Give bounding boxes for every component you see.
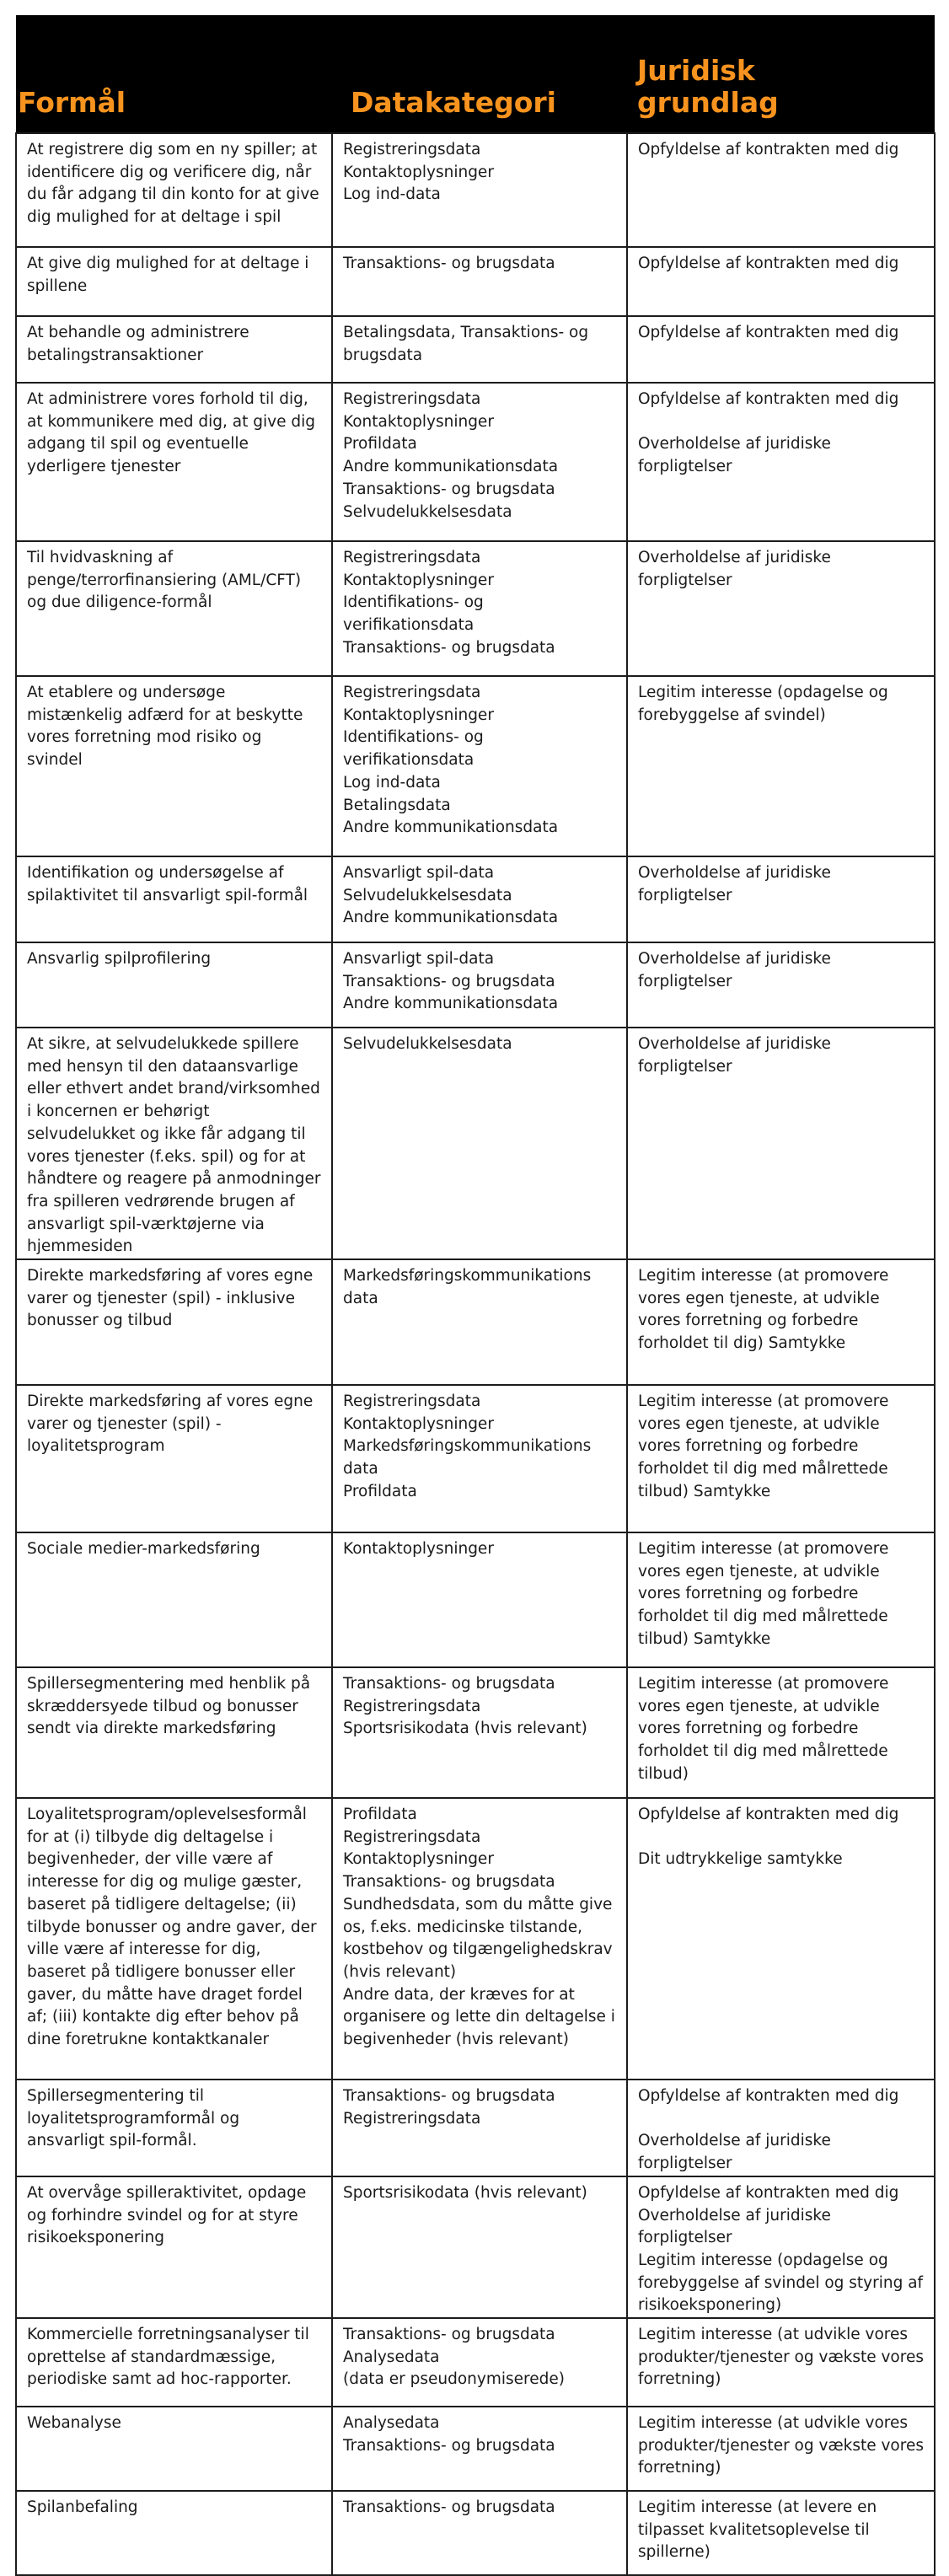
- table-row: [16, 383, 935, 541]
- legal-basis-cell: Overholdelse af juridiske forpligtelser: [627, 1028, 935, 1259]
- table-row: [16, 2407, 935, 2491]
- table-row: [16, 541, 935, 676]
- header-legal-basis: Juridisk grundlag: [627, 15, 935, 133]
- category-cell: Registreringsdata Kontaktoplysninger Log ind-data: [332, 133, 627, 247]
- table-row: [16, 1532, 935, 1667]
- purpose-cell: Spillersegmentering med henblik på skræddersyede tilbud og bonusser sendt via direkte markedsføring: [16, 1667, 332, 1798]
- legal-basis-cell: Opfyldelse af kontrakten med dig Overholdelse af juridiske forpligtelser: [627, 383, 935, 541]
- purpose-cell: Direkte markedsføring af vores egne varer og tjenester (spil) - loyalitetsprogram: [16, 1385, 332, 1532]
- table-row: [16, 1028, 935, 1259]
- legal-basis-cell: Opfyldelse af kontrakten med dig Overholdelse af juridiske forpligtelser Legitim interesse (opdagelse og forebyggelse af svindel og styring af risikoeksponering): [627, 2176, 935, 2318]
- purpose-cell: Webanalyse: [16, 2407, 332, 2491]
- category-cell: Markedsføringskommunikations data: [332, 1259, 627, 1385]
- table-row: [16, 1385, 935, 1532]
- category-cell: Registreringsdata Kontaktoplysninger Identifikations- og verifikationsdata Log ind-data Betalingsdata Andre kommunikationsdata: [332, 676, 627, 856]
- data-processing-table: [15, 15, 936, 2576]
- category-cell: Analysedata Transaktions- og brugsdata: [332, 2407, 627, 2491]
- legal-basis-cell: Legitim interesse (at levere en tilpasset kvalitetsoplevelse til spillerne): [627, 2491, 935, 2575]
- purpose-cell: Sociale medier-markedsføring: [16, 1532, 332, 1667]
- table-row: [16, 1667, 935, 1798]
- legal-basis-cell: Opfyldelse af kontrakten med dig Dit udtrykkelige samtykke: [627, 1798, 935, 2080]
- legal-basis-cell: Overholdelse af juridiske forpligtelser: [627, 942, 935, 1028]
- category-cell: Betalingsdata, Transaktions- og brugsdata: [332, 316, 627, 383]
- table-row: [16, 1798, 935, 2080]
- purpose-cell: Til hvidvaskning af penge/terrorfinansiering (AML/CFT) og due diligence-formål: [16, 541, 332, 676]
- table-row: [16, 316, 935, 383]
- category-cell: Transaktions- og brugsdata: [332, 247, 627, 316]
- table-row: [16, 856, 935, 942]
- category-cell: Sportsrisikodata (hvis relevant): [332, 2176, 627, 2318]
- purpose-cell: Identifikation og undersøgelse af spilaktivitet til ansvarligt spil-formål: [16, 856, 332, 942]
- category-cell: Selvudelukkelsesdata: [332, 1028, 627, 1259]
- legal-basis-cell: Legitim interesse (at udvikle vores produkter/tjenester og vækste vores forretning): [627, 2407, 935, 2491]
- legal-basis-cell: Legitim interesse (at promovere vores egen tjeneste, at udvikle vores forretning og forbedre forholdet til dig med målrettede tilbud) Samtykke: [627, 1385, 935, 1532]
- legal-basis-cell: Legitim interesse (opdagelse og forebyggelse af svindel): [627, 676, 935, 856]
- table-row: [16, 2080, 935, 2176]
- legal-basis-cell: Opfyldelse af kontrakten med dig Overholdelse af juridiske forpligtelser: [627, 2080, 935, 2176]
- legal-basis-cell: Legitim interesse (at udvikle vores produkter/tjenester og vækste vores forretning): [627, 2318, 935, 2407]
- header-purpose: Formål: [16, 15, 332, 133]
- purpose-cell: At etablere og undersøge mistænkelig adfærd for at beskytte vores forretning mod risiko og svindel: [16, 676, 332, 856]
- category-cell: Transaktions- og brugsdata Registreringsdata Sportsrisikodata (hvis relevant): [332, 1667, 627, 1798]
- table-header: [16, 15, 935, 133]
- table-row: [16, 133, 935, 247]
- table-row: [16, 2318, 935, 2407]
- table-row: [16, 1259, 935, 1385]
- purpose-cell: At registrere dig som en ny spiller; at identificere dig og verificere dig, når du får adgang til din konto for at give dig mulighed for at deltage i spil: [16, 133, 332, 247]
- legal-basis-cell: Opfyldelse af kontrakten med dig: [627, 247, 935, 316]
- category-cell: Ansvarligt spil-data Transaktions- og brugsdata Andre kommunikationsdata: [332, 942, 627, 1028]
- legal-basis-cell: Legitim interesse (at promovere vores egen tjeneste, at udvikle vores forretning og forbedre forholdet til dig med målrettede tilbud): [627, 1667, 935, 1798]
- category-cell: Registreringsdata Kontaktoplysninger Identifikations- og verifikationsdata Transaktions- og brugsdata: [332, 541, 627, 676]
- legal-basis-cell: Opfyldelse af kontrakten med dig: [627, 316, 935, 383]
- header-data-category: Datakategori: [332, 15, 627, 133]
- table-row: [16, 2176, 935, 2318]
- table-row: [16, 942, 935, 1028]
- legal-basis-cell: Legitim interesse (at promovere vores egen tjeneste, at udvikle vores forretning og forbedre forholdet til dig med målrettede tilbud) Samtykke: [627, 1532, 935, 1667]
- purpose-cell: Spillersegmentering til loyalitetsprogramformål og ansvarligt spil-formål.: [16, 2080, 332, 2176]
- category-cell: Profildata Registreringsdata Kontaktoplysninger Transaktions- og brugsdata Sundhedsdata, som du måtte give os, f.eks. medicinske tilstande, kostbehov og tilgængelighedskrav (hvis relevant) Andre data, der kræves for at organisere og lette din deltagelse i begivenheder (hvis relevant): [332, 1798, 627, 2080]
- category-cell: Kontaktoplysninger: [332, 1532, 627, 1667]
- purpose-cell: Ansvarlig spilprofilering: [16, 942, 332, 1028]
- purpose-cell: Loyalitetsprogram/oplevelsesformål for at (i) tilbyde dig deltagelse i begivenheder, der ville være af interesse for dig og mulige gæster, baseret på tidligere deltagelse; (ii) tilbyde bonusser og andre gaver, der ville være af interesse for dig, baseret på tidligere bonusser eller gaver, du måtte have draget fordel af; (iii) kontakte dig efter behov på dine foretrukne kontaktkanaler: [16, 1798, 332, 2080]
- data-processing-table-container: [15, 15, 934, 2576]
- category-cell: Registreringsdata Kontaktoplysninger Markedsføringskommunikations data Profildata: [332, 1385, 627, 1532]
- header-row: [16, 15, 935, 133]
- category-cell: Transaktions- og brugsdata Registreringsdata: [332, 2080, 627, 2176]
- table-body: [16, 133, 935, 2575]
- purpose-cell: At administrere vores forhold til dig, at kommunikere med dig, at give dig adgang til spil og eventuelle yderligere tjenester: [16, 383, 332, 541]
- purpose-cell: At overvåge spilleraktivitet, opdage og forhindre svindel og for at styre risikoeksponering: [16, 2176, 332, 2318]
- purpose-cell: At sikre, at selvudelukkede spillere med hensyn til den dataansvarlige eller ethvert andet brand/virksomhed i koncernen er behørigt selvudelukket og ikke får adgang til vores tjenester (f.eks. spil) og for at håndtere og reagere på anmodninger fra spilleren vedrørende brugen af ansvarligt spil-værktøjerne via hjemmesiden: [16, 1028, 332, 1259]
- table-row: [16, 676, 935, 856]
- purpose-cell: At behandle og administrere betalingstransaktioner: [16, 316, 332, 383]
- category-cell: Ansvarligt spil-data Selvudelukkelsesdata Andre kommunikationsdata: [332, 856, 627, 942]
- legal-basis-cell: Overholdelse af juridiske forpligtelser: [627, 856, 935, 942]
- legal-basis-cell: Opfyldelse af kontrakten med dig: [627, 133, 935, 247]
- legal-basis-cell: Legitim interesse (at promovere vores egen tjeneste, at udvikle vores forretning og forbedre forholdet til dig) Samtykke: [627, 1259, 935, 1385]
- category-cell: Registreringsdata Kontaktoplysninger Profildata Andre kommunikationsdata Transaktions- og brugsdata Selvudelukkelsesdata: [332, 383, 627, 541]
- purpose-cell: Spilanbefaling: [16, 2491, 332, 2575]
- purpose-cell: At give dig mulighed for at deltage i spillene: [16, 247, 332, 316]
- purpose-cell: Kommercielle forretningsanalyser til oprettelse af standardmæssige, periodiske samt ad hoc-rapporter.: [16, 2318, 332, 2407]
- legal-basis-cell: Overholdelse af juridiske forpligtelser: [627, 541, 935, 676]
- category-cell: Transaktions- og brugsdata Analysedata (data er pseudonymiserede): [332, 2318, 627, 2407]
- category-cell: Transaktions- og brugsdata: [332, 2491, 627, 2575]
- table-row: [16, 247, 935, 316]
- table-row: [16, 2491, 935, 2575]
- purpose-cell: Direkte markedsføring af vores egne varer og tjenester (spil) - inklusive bonusser og tilbud: [16, 1259, 332, 1385]
